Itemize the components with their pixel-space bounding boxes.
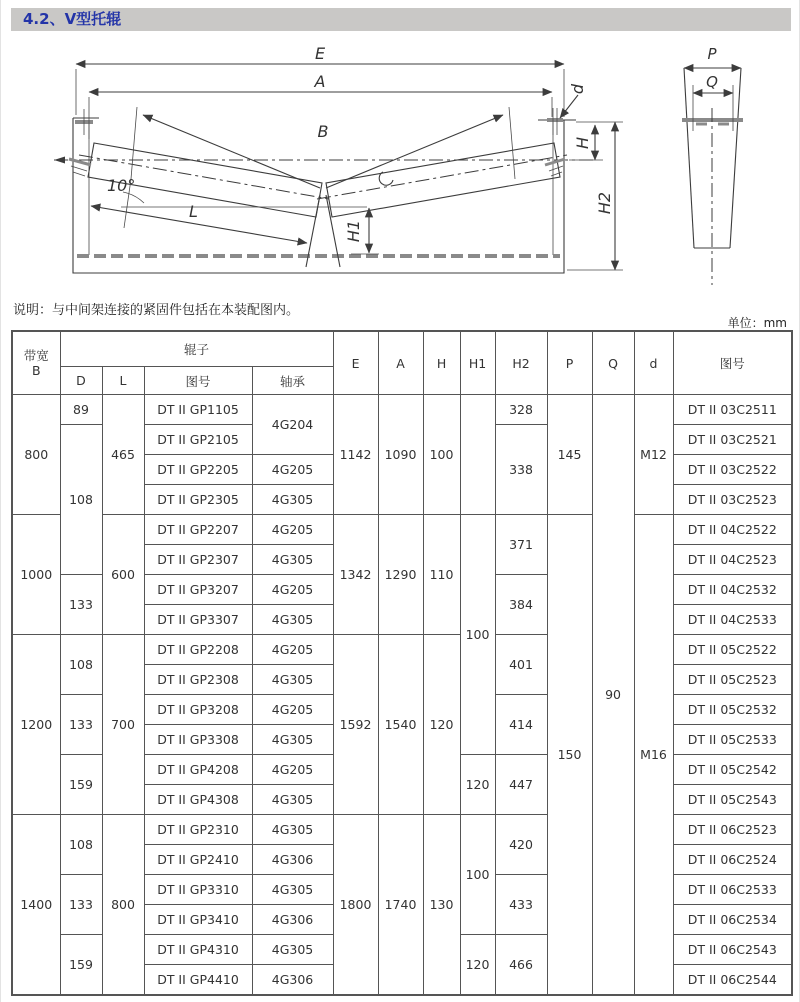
section-title-bar: [11, 8, 791, 31]
table-cell: 100: [460, 815, 495, 935]
header-bandwidth-text: 带宽: [23, 348, 49, 363]
table-cell: 4G305: [252, 785, 333, 815]
table-cell: DT II GP1105: [144, 395, 252, 425]
table-cell: 4G205: [252, 755, 333, 785]
table-cell: DT II GP2307: [144, 545, 252, 575]
table-cell: 414: [495, 695, 547, 755]
table-cell: DT II 05C2533: [673, 725, 792, 755]
table-cell: DT II 04C2533: [673, 605, 792, 635]
table-cell: DT II GP2410: [144, 845, 252, 875]
table-cell: DT II 06C2534: [673, 905, 792, 935]
table-cell: 4G305: [252, 875, 333, 905]
table-cell: 133: [60, 695, 102, 755]
header-bandwidth: [12, 331, 60, 395]
dim-label-a: A: [314, 72, 326, 91]
table-cell: 1400: [12, 815, 60, 996]
table-cell: DT II 03C2521: [673, 425, 792, 455]
header-H2: H2: [495, 331, 547, 395]
header-P: P: [547, 331, 592, 395]
table-cell: DT II 05C2543: [673, 785, 792, 815]
table-cell: [460, 395, 495, 515]
table-cell: 4G204: [252, 395, 333, 455]
table-cell: DT II 04C2523: [673, 545, 792, 575]
table-cell: DT II 05C2532: [673, 695, 792, 725]
table-cell: 108: [60, 815, 102, 875]
table-cell: 120: [460, 755, 495, 815]
table-cell: 800: [12, 395, 60, 515]
table-cell: 420: [495, 815, 547, 875]
right-roller: [326, 143, 560, 217]
header-roller-drawing-no: 图号: [144, 367, 252, 395]
dim-label-h1: H1: [344, 219, 363, 243]
table-cell: DT II GP2105: [144, 425, 252, 455]
table-cell: DT II 05C2523: [673, 665, 792, 695]
table-cell: 401: [495, 635, 547, 695]
frame-outline: [73, 118, 564, 273]
table-cell: 90: [592, 395, 634, 996]
table-cell: DT II 03C2523: [673, 485, 792, 515]
table-cell: 100: [460, 515, 495, 755]
header-roller-length: L: [102, 367, 144, 395]
note-text: 说明：与中间架连接的紧固件包括在本装配图内。: [13, 303, 300, 318]
table-cell: 89: [60, 395, 102, 425]
table-cell: 4G305: [252, 725, 333, 755]
table-cell: 4G205: [252, 575, 333, 605]
dim-label-b: B: [317, 122, 329, 141]
table-cell: 1342: [333, 515, 378, 635]
table-cell: 108: [60, 425, 102, 575]
table-cell: M16: [634, 515, 673, 996]
table-cell: 338: [495, 425, 547, 515]
table-cell: DT II GP3308: [144, 725, 252, 755]
table-cell: 159: [60, 755, 102, 815]
table-cell: DT II GP3307: [144, 605, 252, 635]
header-bearing: 轴承: [252, 367, 333, 395]
table-cell: 4G305: [252, 485, 333, 515]
right-roller-axis: [317, 155, 567, 199]
unit-label: 单位：mm: [727, 316, 787, 330]
table-cell: DT II GP3310: [144, 875, 252, 905]
table-cell: 4G205: [252, 695, 333, 725]
table-cell: DT II GP4310: [144, 935, 252, 965]
table-cell: 4G305: [252, 545, 333, 575]
table-cell: 4G306: [252, 905, 333, 935]
table-cell: DT II GP2205: [144, 455, 252, 485]
table-cell: DT II 06C2533: [673, 875, 792, 905]
table-cell: DT II 03C2522: [673, 455, 792, 485]
table-cell: 1200: [12, 635, 60, 815]
table-cell: DT II GP4410: [144, 965, 252, 996]
table-cell: 800: [102, 815, 144, 996]
table-cell: DT II GP3410: [144, 905, 252, 935]
table-cell: 433: [495, 875, 547, 935]
table-cell: 130: [423, 815, 460, 996]
header-H1: H1: [460, 331, 495, 395]
table-row: [12, 815, 792, 845]
table-cell: 328: [495, 395, 547, 425]
table-cell: DT II GP2207: [144, 515, 252, 545]
spec-table: [11, 330, 793, 996]
table-cell: 465: [102, 395, 144, 515]
table-cell: 1142: [333, 395, 378, 515]
table-cell: 4G305: [252, 935, 333, 965]
table-cell: DT II GP4208: [144, 755, 252, 785]
table-cell: 120: [423, 635, 460, 815]
table-cell: 108: [60, 635, 102, 695]
table-cell: 120: [460, 935, 495, 996]
table-cell: DT II 04C2522: [673, 515, 792, 545]
table-cell: 150: [547, 515, 592, 996]
table-cell: 600: [102, 515, 144, 635]
dim-label-angle: 10°: [107, 176, 136, 195]
dim-label-p: P: [707, 45, 717, 63]
table-cell: 4G305: [252, 815, 333, 845]
table-cell: 466: [495, 935, 547, 996]
header-roller-diameter: D: [60, 367, 102, 395]
table-row: [12, 395, 792, 425]
dim-label-h2: H2: [595, 191, 614, 215]
table-cell: DT II GP2208: [144, 635, 252, 665]
leader-line-d: [560, 95, 578, 118]
header-Q: Q: [592, 331, 634, 395]
header-roller-group: 辊子: [60, 331, 333, 367]
table-cell: 1800: [333, 815, 378, 996]
table-row: [12, 635, 792, 665]
table-cell: 447: [495, 755, 547, 815]
table-cell: 110: [423, 515, 460, 635]
table-cell: DT II GP2305: [144, 485, 252, 515]
header-E: E: [333, 331, 378, 395]
dim-label-q: Q: [706, 73, 718, 91]
table-cell: DT II GP2308: [144, 665, 252, 695]
table-cell: 100: [423, 395, 460, 515]
table-cell: M12: [634, 395, 673, 515]
dim-label-h: H: [573, 136, 592, 150]
table-cell: 384: [495, 575, 547, 635]
header-assembly-drawing-no: 图号: [673, 331, 792, 395]
spec-table-header: [12, 331, 792, 395]
dim-line-L: [91, 206, 307, 243]
table-cell: 4G306: [252, 845, 333, 875]
header-d: d: [634, 331, 673, 395]
table-cell: 4G306: [252, 965, 333, 996]
table-cell: 1000: [12, 515, 60, 635]
table-cell: DT II 06C2524: [673, 845, 792, 875]
table-cell: 4G205: [252, 515, 333, 545]
side-view-right-edge: [730, 68, 741, 248]
table-cell: 4G305: [252, 665, 333, 695]
table-cell: 133: [60, 875, 102, 935]
table-cell: DT II 05C2542: [673, 755, 792, 785]
table-cell: DT II 03C2511: [673, 395, 792, 425]
table-cell: DT II 06C2544: [673, 965, 792, 996]
table-cell: 159: [60, 935, 102, 996]
table-cell: DT II GP3208: [144, 695, 252, 725]
table-cell: 4G205: [252, 635, 333, 665]
table-cell: 1592: [333, 635, 378, 815]
hook-detail: [379, 172, 393, 185]
table-cell: 4G205: [252, 455, 333, 485]
table-cell: 700: [102, 635, 144, 815]
technical-drawing: [11, 45, 791, 295]
table-cell: 371: [495, 515, 547, 575]
table-cell: 1290: [378, 515, 423, 635]
dim-label-e: E: [314, 45, 326, 63]
dim-label-l: L: [189, 202, 198, 221]
table-cell: 1740: [378, 815, 423, 996]
dim-line-B: [143, 115, 320, 188]
table-cell: DT II GP3207: [144, 575, 252, 605]
table-cell: 133: [60, 575, 102, 635]
dim-label-d: d: [568, 83, 587, 95]
table-cell: DT II GP4308: [144, 785, 252, 815]
table-cell: DT II 04C2532: [673, 575, 792, 605]
table-cell: 4G305: [252, 605, 333, 635]
table-cell: DT II 06C2543: [673, 935, 792, 965]
side-view-left-edge: [684, 68, 694, 248]
table-cell: 1540: [378, 635, 423, 815]
header-A: A: [378, 331, 423, 395]
spec-table-body: [12, 395, 792, 996]
header-H: H: [423, 331, 460, 395]
table-cell: DT II 05C2522: [673, 635, 792, 665]
table-cell: 1090: [378, 395, 423, 515]
table-cell: DT II GP2310: [144, 815, 252, 845]
table-cell: 145: [547, 395, 592, 515]
header-bandwidth-symbol: B: [31, 363, 41, 378]
section-title: 4.2、V型托辊: [23, 10, 122, 28]
table-cell: DT II 06C2523: [673, 815, 792, 845]
table-row: [12, 515, 792, 545]
